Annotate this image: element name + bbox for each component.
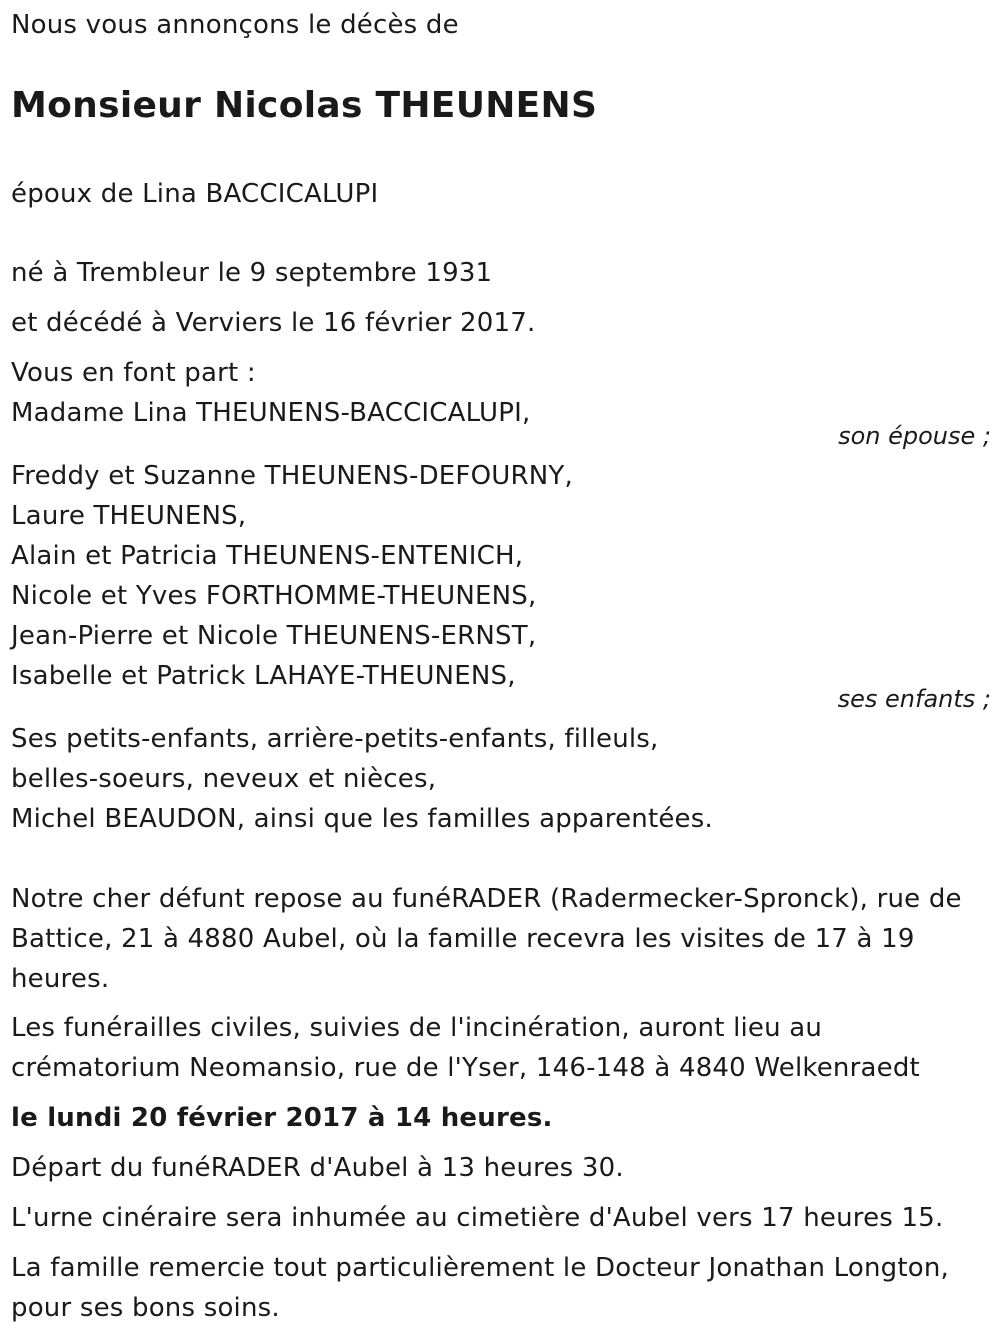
child-entry: Freddy et Suzanne THEUNENS-DEFOURNY,: [11, 461, 573, 491]
other-family-line: Ses petits-enfants, arrière-petits-enfants, filleuls,: [11, 724, 659, 754]
departure-line: Départ du funéRADER d'Aubel à 13 heures 30.: [11, 1153, 624, 1183]
funeral-line: Les funérailles civiles, suivies de l'incinération, auront lieu au: [11, 1013, 823, 1043]
urn-line: L'urne cinéraire sera inhumée au cimetière d'Aubel vers 17 heures 15.: [11, 1203, 944, 1233]
children-role: ses enfants ;: [837, 685, 991, 713]
funeral-line: crématorium Neomansio, rue de l'Yser, 146-148 à 4840 Welkenraedt: [11, 1053, 920, 1083]
child-entry: Jean-Pierre et Nicole THEUNENS-ERNST,: [11, 621, 537, 651]
birth-line: né à Trembleur le 9 septembre 1931: [11, 258, 493, 288]
other-family-line: Michel BEAUDON, ainsi que les familles apparentées.: [11, 804, 713, 834]
deceased-name: Monsieur Nicolas THEUNENS: [11, 85, 598, 126]
repose-line: heures.: [11, 964, 110, 994]
spouse-entry: Madame Lina THEUNENS-BACCICALUPI,: [11, 398, 531, 428]
announcement-line: Nous vous annonçons le décès de: [11, 10, 459, 40]
thanks-line: La famille remercie tout particulièrement le Docteur Jonathan Longton,: [11, 1253, 949, 1283]
child-entry: Alain et Patricia THEUNENS-ENTENICH,: [11, 541, 524, 571]
child-entry: Laure THEUNENS,: [11, 501, 247, 531]
spouse-line: époux de Lina BACCICALUPI: [11, 179, 379, 209]
child-entry: Nicole et Yves FORTHOMME-THEUNENS,: [11, 581, 537, 611]
spouse-role: son épouse ;: [838, 422, 991, 450]
repose-line: Notre cher défunt repose au funéRADER (Radermecker-Spronck), rue de: [11, 884, 962, 914]
other-family-line: belles-soeurs, neveux et nièces,: [11, 764, 437, 794]
funeral-date: le lundi 20 février 2017 à 14 heures.: [11, 1103, 553, 1133]
child-entry: Isabelle et Patrick LAHAYE-THEUNENS,: [11, 661, 516, 691]
death-line: et décédé à Verviers le 16 février 2017.: [11, 308, 536, 338]
family-intro: Vous en font part :: [11, 358, 256, 388]
repose-line: Battice, 21 à 4880 Aubel, où la famille recevra les visites de 17 à 19: [11, 924, 915, 954]
thanks-line: pour ses bons soins.: [11, 1293, 280, 1323]
